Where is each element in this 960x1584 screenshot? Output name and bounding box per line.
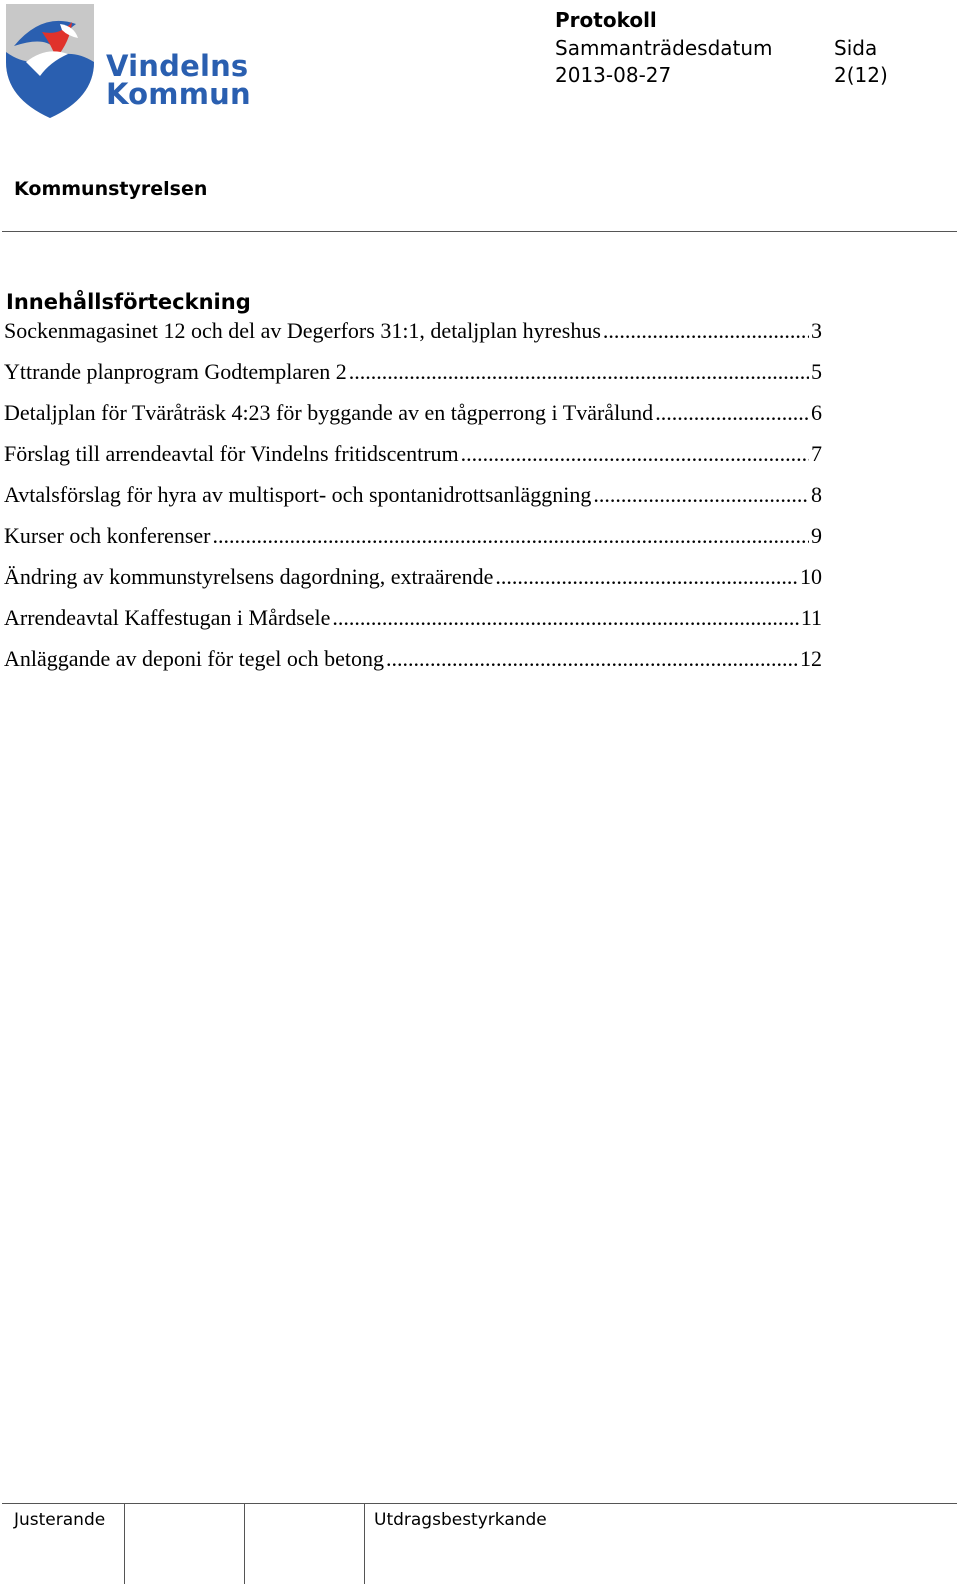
toc-leader-dots	[461, 441, 809, 467]
toc-leader-dots	[495, 564, 798, 590]
toc-entry[interactable]	[4, 646, 822, 687]
meeting-date-label: Sammanträdesdatum	[555, 36, 773, 60]
toc-entry-title: Arrendeavtal Kaffestugan i Mårdsele	[4, 605, 331, 630]
meeting-date: 2013-08-27	[555, 63, 672, 87]
organization-name: Kommunstyrelsen	[14, 178, 208, 200]
toc-entry-title: Anläggande av deponi för tegel och betong	[4, 646, 384, 671]
signature-footer	[2, 1503, 957, 1584]
toc-leader-dots	[349, 359, 809, 385]
toc-entry[interactable]	[4, 605, 822, 646]
toc-entry-title: Avtalsförslag för hyra av multisport- och spontanidrottsanläggning	[4, 482, 592, 507]
toc-entry[interactable]	[4, 400, 822, 441]
municipality-logo	[2, 2, 252, 120]
toc-entry-page: 12	[800, 646, 822, 671]
toc-entry[interactable]	[4, 564, 822, 605]
toc-heading: Innehållsförteckning	[6, 290, 251, 314]
page-number: 2(12)	[834, 63, 888, 87]
toc-entry-title: Yttrande planprogram Godtemplaren 2	[4, 359, 347, 384]
toc-entry-page: 9	[811, 523, 822, 548]
logo-wordmark-line2: Kommun	[106, 77, 251, 111]
toc-entry[interactable]	[4, 441, 822, 482]
toc-entry-page: 8	[811, 482, 822, 507]
toc-entry-page: 10	[800, 564, 822, 589]
signature-box-divider	[364, 1504, 365, 1584]
toc-entry-page: 3	[811, 318, 822, 343]
toc-leader-dots	[655, 400, 809, 426]
page-label: Sida	[834, 36, 878, 60]
signature-box-divider	[124, 1504, 125, 1584]
toc-leader-dots	[386, 646, 798, 672]
toc-leader-dots	[603, 318, 809, 344]
toc-entry-title: Detaljplan för Tväråträsk 4:23 för byggande av en tågperrong i Tvärålund	[4, 400, 654, 425]
toc-entry-title: Förslag till arrendeavtal för Vindelns fritidscentrum	[4, 441, 459, 466]
toc-entry[interactable]	[4, 482, 822, 523]
toc-entry-page: 6	[811, 400, 822, 425]
logo-wordmark-line1: Vindelns	[106, 49, 249, 83]
toc-leader-dots	[593, 482, 809, 508]
toc-leader-dots	[332, 605, 798, 631]
toc-entry-title: Kurser och konferenser	[4, 523, 211, 548]
toc-entry[interactable]	[4, 359, 822, 400]
signature-box-divider	[244, 1504, 245, 1584]
toc-entry-page: 11	[800, 605, 822, 630]
toc-entry[interactable]	[4, 318, 822, 359]
document-type: Protokoll	[555, 8, 657, 32]
header-divider	[2, 231, 957, 232]
toc-entry[interactable]	[4, 523, 822, 564]
toc-entry-page: 7	[811, 441, 822, 466]
toc-leader-dots	[212, 523, 809, 549]
coat-of-arms-icon	[2, 2, 102, 120]
utdragsbestyrkande-label: Utdragsbestyrkande	[374, 1510, 547, 1530]
toc-entry-title: Ändring av kommunstyrelsens dagordning, extraärende	[4, 564, 494, 589]
toc-entry-title: Sockenmagasinet 12 och del av Degerfors 31:1, detaljplan hyreshus	[4, 318, 601, 343]
justerande-label: Justerande	[14, 1510, 106, 1530]
table-of-contents	[4, 318, 822, 687]
toc-entry-page: 5	[811, 359, 822, 384]
